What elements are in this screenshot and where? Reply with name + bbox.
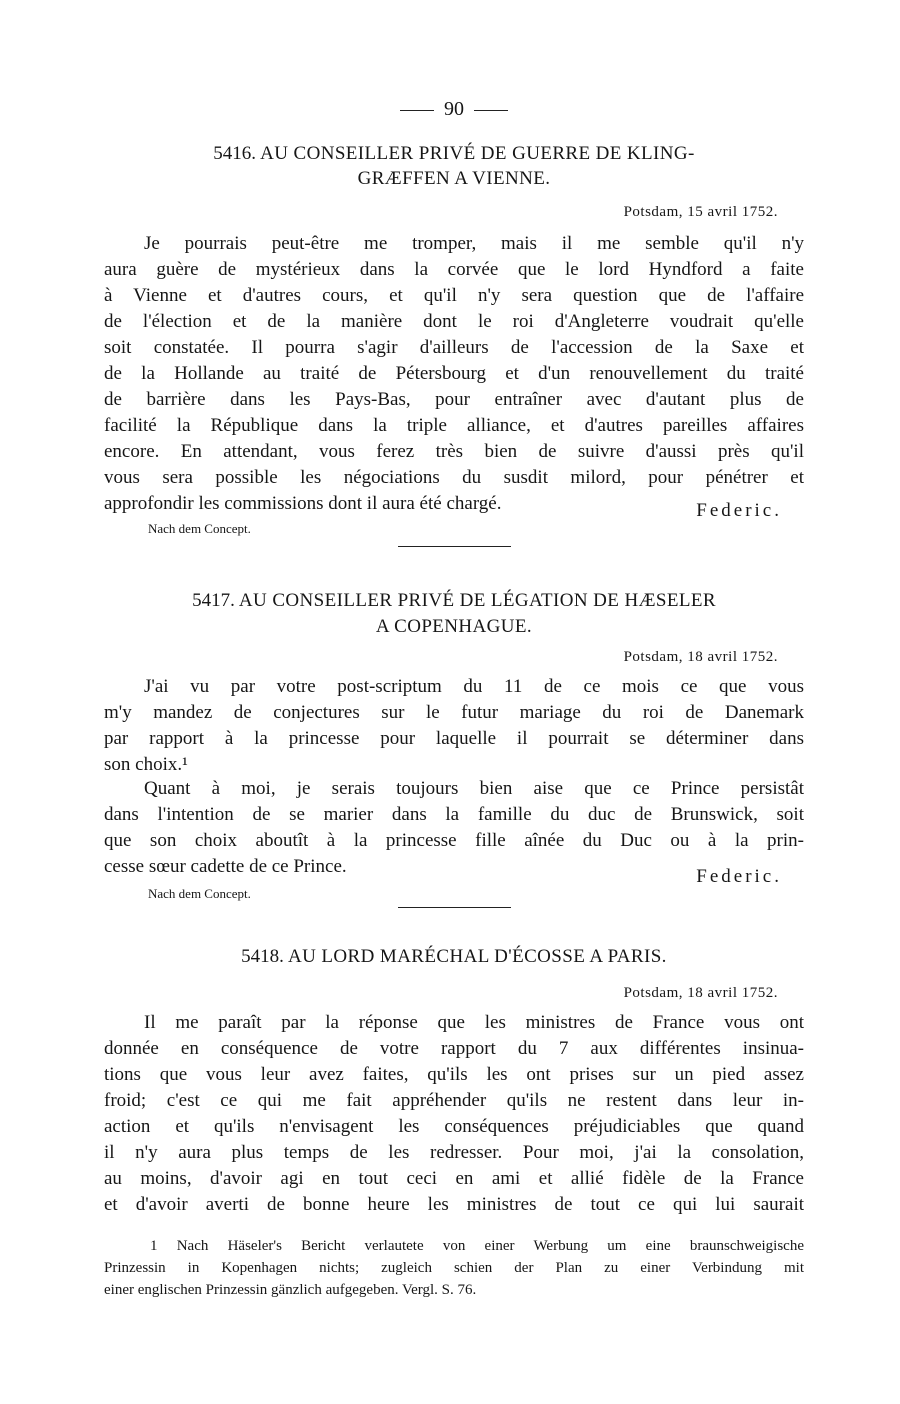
- text-line: aura guère de mystérieux dans la corvée que le lord Hyndford a faite: [104, 259, 804, 280]
- text-line: son choix.¹: [104, 754, 188, 775]
- text-line: à Vienne et d'autres cours, et qu'il n'y sera question que de l'affaire: [104, 285, 804, 306]
- footnote-line: Prinzessin in Kopenhagen nichts; zugleich schien der Plan zu einer Verbindung mit: [104, 1260, 804, 1276]
- letter-date: Potsdam, 15 avril 1752.: [623, 204, 778, 220]
- footnote-line: einer englischen Prinzessin gänzlich aufgegeben. Vergl. S. 76.: [104, 1282, 477, 1298]
- source-note: Nach dem Concept.: [148, 886, 251, 901]
- footnote-text: Nach Häseler's Bericht verlautete von einer Werbung um eine braunschweigische: [176, 1238, 804, 1254]
- text-line: froid; c'est ce qui me fait appréhender qu'ils ne restent dans leur in-: [104, 1090, 804, 1111]
- text-line: encore. En attendant, vous ferez très bien de suivre d'aussi près qu'il: [104, 441, 804, 462]
- page-number-text: 90: [444, 98, 464, 120]
- text-line: m'y mandez de conjectures sur le futur mariage du roi de Danemark: [104, 702, 804, 723]
- letter-heading-5416: [104, 143, 804, 165]
- footnote-line: [104, 1235, 804, 1257]
- text-line: il n'y aura plus temps de les redresser. Pour moi, j'ai la consolation,: [104, 1142, 804, 1163]
- page-number-dash-left: [400, 110, 434, 111]
- text-line: facilité la République dans la triple alliance, et d'autres pareilles affaires: [104, 415, 804, 436]
- text-line: donnée en conséquence de votre rapport du 7 aux différentes insinua-: [104, 1038, 804, 1059]
- letter-number: 5418.: [241, 946, 284, 967]
- text-line: et d'avoir averti de bonne heure les ministres de tout ce qui lui saurait: [104, 1194, 804, 1215]
- text-line: vous sera possible les négociations du susdit milord, pour pénétrer et: [104, 467, 804, 488]
- text-line: que son choix aboutît à la princesse fille aînée du Duc ou à la prin-: [104, 830, 804, 851]
- letter-number: 5417.: [192, 590, 235, 611]
- text-line: de la Hollande au traité de Pétersbourg et d'un renouvellement du traité: [104, 363, 804, 384]
- signature: Federic.: [696, 866, 782, 887]
- text-line: au moins, d'avoir agi en tout ceci en ami et allié fidèle de la France: [104, 1168, 804, 1189]
- section-divider: [398, 546, 511, 547]
- letter-heading-line1: AU CONSEILLER PRIVÉ DE LÉGATION DE HÆSELER: [238, 590, 716, 611]
- letter-date: Potsdam, 18 avril 1752.: [623, 985, 778, 1001]
- page-number: [104, 98, 804, 121]
- letter-heading-line2: A COPENHAGUE.: [375, 616, 533, 637]
- text-line: tions que vous leur avez faites, qu'ils les ont prises sur un pied assez: [104, 1064, 804, 1085]
- section-divider: [398, 907, 511, 908]
- text-line: de l'élection et de la manière dont le roi d'Angleterre voudrait qu'elle: [104, 311, 804, 332]
- text-line: soit constatée. Il pourra s'agir d'ailleurs de l'accession de la Saxe et: [104, 337, 804, 358]
- text-line: Je pourrais peut-être me tromper, mais il me semble qu'il n'y: [144, 233, 804, 254]
- signature: Federic.: [696, 500, 782, 521]
- text-line: Quant à moi, je serais toujours bien aise que ce Prince persistât: [144, 778, 804, 799]
- letter-heading-line2: GRÆFFEN A VIENNE.: [357, 168, 551, 189]
- text-line: Il me paraît par la réponse que les ministres de France vous ont: [144, 1012, 804, 1033]
- text-line: J'ai vu par votre post-scriptum du 11 de ce mois ce que vous: [144, 676, 804, 697]
- text-line: cesse sœur cadette de ce Prince.: [104, 856, 347, 877]
- letter-heading-5417: [104, 590, 804, 612]
- letter-date: Potsdam, 18 avril 1752.: [623, 649, 778, 665]
- text-line: dans l'intention de se marier dans la famille du duc de Brunswick, soit: [104, 804, 804, 825]
- footnote-marker: 1: [150, 1238, 158, 1254]
- text-line: approfondir les commissions dont il aura été chargé.: [104, 493, 502, 514]
- page-number-dash-right: [474, 110, 508, 111]
- letter-heading-line1: AU CONSEILLER PRIVÉ DE GUERRE DE KLING-: [260, 143, 695, 164]
- text-line: de barrière dans les Pays-Bas, pour entraîner avec d'autant plus de: [104, 389, 804, 410]
- letter-heading-5418: [104, 946, 804, 968]
- source-note: Nach dem Concept.: [148, 521, 251, 536]
- text-line: action et qu'ils n'envisagent les conséquences préjudiciables que quand: [104, 1116, 804, 1137]
- letter-number: 5416.: [213, 143, 256, 164]
- text-line: par rapport à la princesse pour laquelle il pourrait se déterminer dans: [104, 728, 804, 749]
- letter-heading-line1: AU LORD MARÉCHAL D'ÉCOSSE A PARIS.: [288, 946, 667, 967]
